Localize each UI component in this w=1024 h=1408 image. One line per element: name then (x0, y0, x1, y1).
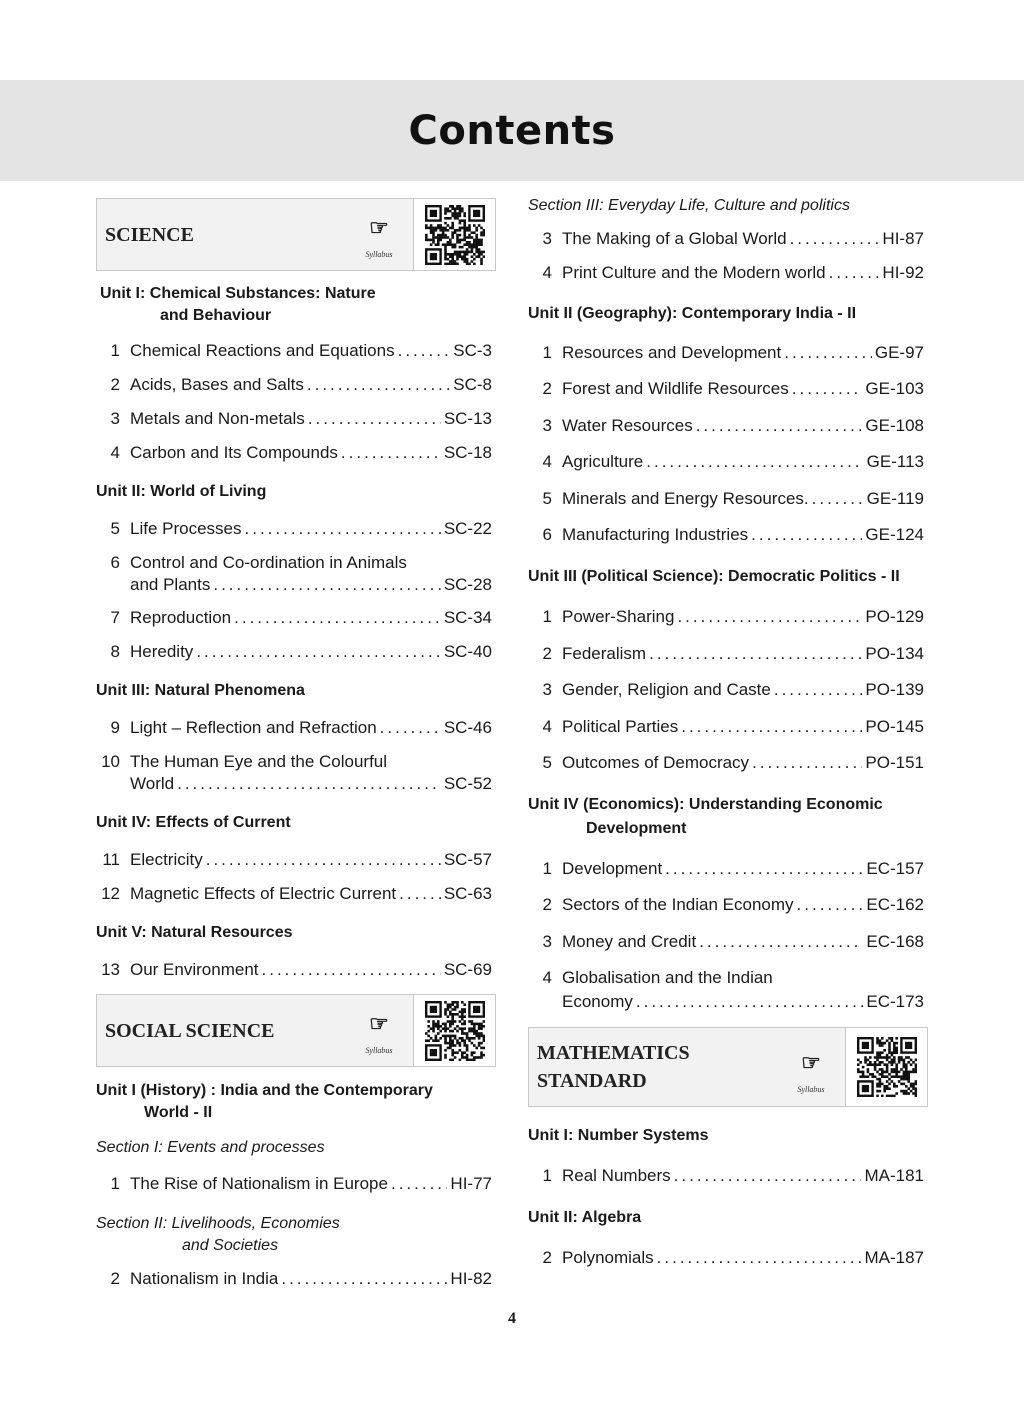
entry-page: SC-63 (443, 884, 492, 903)
entry-number: 6 (110, 553, 120, 572)
unit-heading (100, 283, 376, 327)
pointing-hand-icon: ☞ (369, 215, 389, 241)
entry-title: Gender, Religion and Caste (562, 680, 771, 699)
entry-page: SC-52 (443, 774, 492, 793)
page-number: 4 (508, 1310, 516, 1327)
toc-entry[interactable] (528, 967, 924, 1013)
unit-heading-text: Unit II: World of Living (96, 483, 267, 500)
entry-number: 3 (110, 409, 120, 428)
entry-page: EC-162 (866, 895, 924, 914)
qr-code[interactable] (413, 995, 495, 1066)
entry-title: Reproduction (130, 608, 232, 627)
mathematics-header (528, 1027, 928, 1107)
entry-number: 1 (542, 343, 552, 362)
unit-heading (528, 566, 900, 588)
entry-number: 6 (542, 525, 552, 544)
entry-page: SC-22 (443, 519, 492, 538)
unit-heading-text: Unit I: Chemical Substances: Nature (100, 285, 376, 302)
entry-number: 9 (110, 718, 120, 737)
entry-page: SC-8 (453, 375, 492, 394)
section-heading (96, 1213, 340, 1257)
entry-page: PO-151 (865, 753, 924, 772)
entry-title: Carbon and Its Compounds (130, 443, 338, 462)
unit-heading (528, 1207, 641, 1229)
unit-heading-text: Unit IV: Effects of Current (96, 814, 291, 831)
science-header-label: SCIENCE (105, 223, 194, 246)
entry-title: Minerals and Energy Resources. (562, 489, 809, 508)
section-heading-text: Section II: Livelihoods, Economies (96, 1215, 340, 1232)
entry-number: 7 (110, 608, 120, 627)
entry-title: Resources and Development (562, 343, 782, 362)
entry-page: PO-145 (865, 717, 924, 736)
entry-title: Agriculture (562, 452, 644, 471)
social-science-header-label: SOCIAL SCIENCE (105, 1019, 275, 1042)
entry-page: MA-181 (864, 1166, 924, 1185)
entry-number: 2 (110, 1269, 120, 1288)
toc-entry[interactable] (96, 552, 492, 596)
entry-title: The Rise of Nationalism in Europe (130, 1174, 388, 1193)
entry-page: SC-40 (443, 642, 492, 661)
entry-title: Heredity (130, 642, 194, 661)
entry-number: 2 (542, 644, 552, 663)
entry-title: Nationalism in India (130, 1269, 279, 1288)
entry-number: 3 (542, 932, 552, 951)
section-heading-continuation: and Societies (182, 1237, 279, 1254)
entry-page: SC-69 (443, 960, 492, 979)
entry-page: PO-139 (865, 680, 924, 699)
syllabus-caption: Syllabus (365, 1046, 393, 1055)
entry-title: Electricity (130, 850, 203, 869)
entry-page: EC-173 (866, 992, 924, 1011)
social-science-header (96, 994, 496, 1067)
page-title: Contents (408, 107, 616, 154)
entry-number: 1 (542, 859, 552, 878)
unit-heading (96, 812, 291, 834)
syllabus-caption: Syllabus (365, 250, 393, 259)
qr-code[interactable] (413, 199, 495, 270)
unit-heading-continuation: Development (586, 820, 687, 837)
mathematics-header-line2: STANDARD (537, 1070, 647, 1092)
unit-heading-text: Unit II (Geography): Contemporary India - II (528, 305, 857, 322)
entry-number: 2 (542, 895, 552, 914)
title-band (0, 80, 1024, 181)
entry-page: GE-119 (866, 489, 924, 508)
syllabus-link[interactable] (359, 217, 399, 269)
unit-heading (96, 481, 266, 503)
entry-number: 5 (542, 753, 552, 772)
entry-title: Our Environment (130, 960, 259, 979)
entry-page: SC-28 (443, 575, 492, 594)
unit-heading (96, 680, 305, 702)
entry-title: Light – Reflection and Refraction (130, 718, 377, 737)
entry-title: Real Numbers (562, 1166, 671, 1185)
unit-heading-continuation: and Behaviour (160, 307, 272, 324)
entry-page: SC-13 (443, 409, 492, 428)
entry-page: GE-113 (866, 452, 924, 471)
entry-title: Federalism (562, 644, 647, 663)
entry-number: 1 (542, 607, 552, 626)
toc-entry[interactable] (96, 751, 492, 795)
entry-page: MA-187 (864, 1248, 924, 1267)
entry-page: SC-57 (443, 850, 492, 869)
entry-number: 4 (542, 717, 552, 736)
entry-page: EC-157 (866, 859, 924, 878)
entry-page: SC-18 (443, 443, 492, 462)
entry-title: Forest and Wildlife Resources (562, 379, 789, 398)
entry-page: GE-124 (865, 525, 924, 544)
entry-number: 2 (542, 379, 552, 398)
entry-number: 4 (110, 443, 120, 462)
entry-page: PO-129 (865, 607, 924, 626)
entry-title: Life Processes (130, 519, 242, 538)
entry-page: PO-134 (865, 644, 924, 663)
entry-title: Political Parties (562, 717, 679, 736)
section-heading-text: Section I: Events and processes (96, 1139, 325, 1156)
unit-heading-text: Unit I: Number Systems (528, 1127, 709, 1144)
entry-title: Manufacturing Industries (562, 525, 749, 544)
pointing-hand-icon: ☞ (369, 1011, 389, 1037)
entry-number: 11 (102, 850, 120, 869)
unit-heading-text: Unit III (Political Science): Democratic Politics - II (528, 568, 900, 585)
unit-heading (528, 303, 856, 325)
syllabus-link[interactable] (359, 1013, 399, 1065)
entry-number: 10 (101, 752, 120, 771)
entry-page: GE-97 (874, 343, 924, 362)
entry-title: Chemical Reactions and Equations (130, 341, 395, 360)
qr-code[interactable] (845, 1028, 927, 1106)
entry-title-continuation: and Plants (130, 575, 211, 594)
section-heading (528, 195, 850, 217)
entry-page: SC-3 (453, 341, 492, 360)
entry-page: HI-82 (450, 1269, 492, 1288)
syllabus-caption: Syllabus (797, 1085, 825, 1094)
entry-title: Outcomes of Democracy (562, 753, 750, 772)
entry-number: 1 (542, 1166, 552, 1185)
pointing-hand-icon: ☞ (801, 1050, 821, 1076)
entry-number: 3 (542, 416, 552, 435)
unit-heading-text: Unit III: Natural Phenomena (96, 682, 305, 699)
entry-page: GE-103 (865, 379, 924, 398)
entry-page: SC-46 (443, 718, 492, 737)
entry-number: 5 (542, 489, 552, 508)
entry-number: 4 (542, 968, 552, 987)
entry-number: 1 (110, 1174, 120, 1193)
entry-title: Metals and Non-metals (130, 409, 305, 428)
entry-title: Acids, Bases and Salts (130, 375, 304, 394)
entry-number: 1 (110, 341, 120, 360)
entry-title: Control and Co-ordination in Animals (130, 553, 407, 572)
entry-page: SC-34 (443, 608, 492, 627)
unit-heading-text: Unit II: Algebra (528, 1209, 642, 1226)
entry-number: 3 (542, 229, 552, 248)
entry-title: Water Resources (562, 416, 693, 435)
unit-heading-continuation: World - II (144, 1104, 213, 1121)
mathematics-header-line1: MATHEMATICS (537, 1042, 690, 1064)
entry-number: 2 (542, 1248, 552, 1267)
entry-title: Sectors of the Indian Economy (562, 895, 794, 914)
syllabus-link[interactable] (791, 1052, 831, 1104)
entry-number: 8 (110, 642, 120, 661)
unit-heading (96, 922, 293, 944)
unit-heading-text: Unit I (History) : India and the Contemporary (96, 1082, 433, 1099)
entry-number: 12 (101, 884, 120, 903)
entry-title: Magnetic Effects of Electric Current (130, 884, 397, 903)
entry-number: 4 (542, 452, 552, 471)
entry-title-continuation: World (130, 774, 175, 793)
entry-title: The Making of a Global World (562, 229, 787, 248)
entry-page: HI-87 (882, 229, 924, 248)
entry-title: Power-Sharing (562, 607, 675, 626)
entry-number: 13 (101, 960, 120, 979)
entry-number: 3 (542, 680, 552, 699)
unit-heading-text: Unit V: Natural Resources (96, 924, 293, 941)
entry-title: Globalisation and the Indian (562, 968, 773, 987)
entry-title-continuation: Economy (562, 992, 633, 1011)
unit-heading-text: Unit IV (Economics): Understanding Economic (528, 796, 883, 813)
entry-title: The Human Eye and the Colourful (130, 752, 388, 771)
entry-title: Development (562, 859, 663, 878)
unit-heading (96, 1080, 433, 1124)
unit-heading (528, 1125, 708, 1147)
science-header (96, 198, 496, 271)
section-heading (96, 1137, 325, 1159)
entry-title: Polynomials (562, 1248, 654, 1267)
unit-heading (528, 794, 883, 840)
entry-title: Print Culture and the Modern world (562, 263, 826, 282)
entry-title: Money and Credit (562, 932, 697, 951)
entry-number: 5 (110, 519, 120, 538)
entry-page: HI-92 (882, 263, 924, 282)
section-heading-text: Section III: Everyday Life, Culture and politics (528, 197, 850, 214)
entry-number: 2 (110, 375, 120, 394)
entry-page: EC-168 (866, 932, 924, 951)
entry-number: 4 (542, 263, 552, 282)
entry-page: GE-108 (865, 416, 924, 435)
entry-page: HI-77 (450, 1174, 492, 1193)
